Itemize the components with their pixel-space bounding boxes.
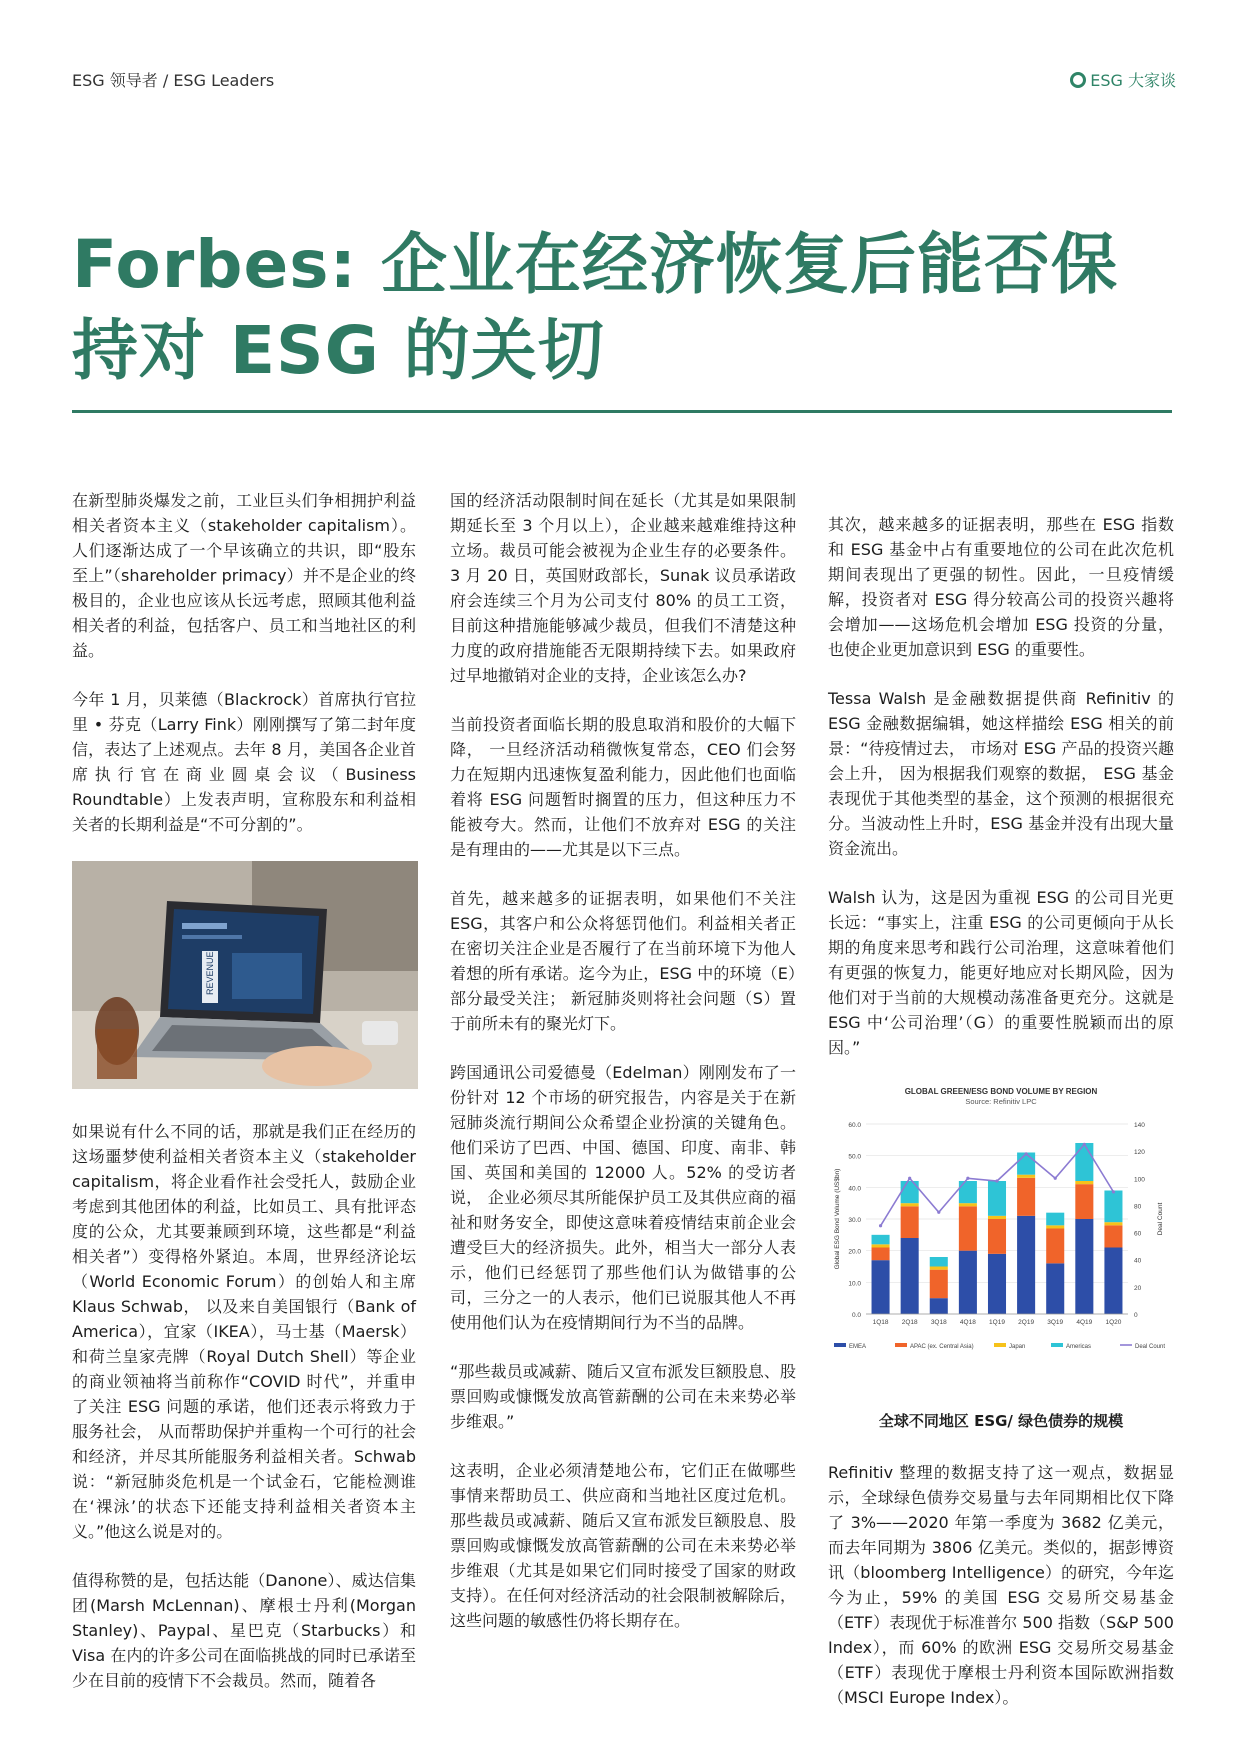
paragraph: 其次，越来越多的证据表明，那些在 ESG 指数和 ESG 基金中占有重要地位的公司在此次危机期间表现出了更强的韧性。因此，一旦疫情缓解，投资者对 ESG 得分较高公司的投资兴趣将会增加——这场危机会增加 ESG 投资的分量，也使企业更加意识到 ESG 的重要性。 — [828, 515, 1174, 659]
bar-segment — [1017, 1178, 1035, 1216]
x-tick-label: 3Q18 — [930, 1319, 947, 1326]
x-tick-label: 2Q18 — [901, 1319, 918, 1326]
bar-segment — [1017, 1153, 1035, 1175]
legend-swatch — [1051, 1343, 1063, 1347]
y2-tick-label: 40 — [1134, 1257, 1142, 1265]
bar-segment — [1017, 1175, 1035, 1178]
bar-segment — [872, 1260, 890, 1314]
deal-count-point — [908, 1177, 911, 1180]
column-1 — [72, 488, 416, 1717]
bar-segment — [1104, 1225, 1122, 1247]
y2-tick-label: 100 — [1134, 1176, 1145, 1184]
article-title: Forbes: 企业在经济恢复后能否保持对 ESG 的关切 — [72, 226, 1118, 389]
deal-count-point — [1025, 1152, 1028, 1155]
legend-label: APAC (ex. Central Asia) — [910, 1344, 974, 1350]
legend-label: Americas — [1066, 1344, 1092, 1350]
chart-svg — [828, 1084, 1174, 1384]
legend-swatch — [994, 1343, 1006, 1347]
deal-count-point — [995, 1179, 998, 1182]
paragraph: 在新型肺炎爆发之前，工业巨头们争相拥护利益相关者资本主义（stakeholder capitalism）。人们逐渐达成了一个早该确立的共识，即“股东至上”（shareholder primacy）并不是企业的终极目的，企业也应该从长远考虑，照顾其他利益相关者的利益，包括客户、员工和当地社区的利益。 — [72, 491, 416, 660]
bar-segment — [1046, 1263, 1064, 1314]
bar-segment — [1075, 1184, 1093, 1219]
bar-segment — [872, 1248, 890, 1261]
bar-segment — [930, 1298, 948, 1314]
x-tick-label: 4Q19 — [1076, 1319, 1093, 1326]
x-tick-label: 3Q19 — [1047, 1319, 1064, 1326]
y2-axis-label: Deal Count — [1157, 1202, 1164, 1236]
figure-caption: 全球不同地区 ESG/ 绿色债券的规模 — [878, 1412, 1124, 1430]
screen-revenue-text: REVENUE — [205, 951, 215, 995]
bar-segment — [1017, 1216, 1035, 1314]
column-2 — [450, 488, 796, 1657]
x-tick-label: 1Q18 — [872, 1319, 889, 1326]
section-label: ESG 领导者 / ESG Leaders — [72, 71, 275, 90]
y-tick-label: 60.0 — [848, 1122, 861, 1129]
bar-segment — [988, 1254, 1006, 1314]
y2-tick-label: 60 — [1134, 1230, 1142, 1238]
x-tick-label: 4Q18 — [959, 1319, 976, 1326]
paragraph: Refinitiv 整理的数据支持了这一观点，数据显示，全球绿色债券交易量与去年同期相比仅下降了 3%——2020 年第一季度为 3682 亿美元，而去年同期为 3806 亿美元。类似的，据彭博资讯（bloomberg Intelligence）的研究，今年迄今为止，59% 的美国 ESG 交易所交易基金（ETF）表现优于标准普尔 500 指数（S&P 500 Index），而 60% 的欧洲 ESG 交易所交易基金（ETF）表现优于摩根士丹利资本国际欧洲指数（MSCI Europe Index）。 — [828, 1463, 1174, 1707]
y-tick-label: 20.0 — [848, 1248, 861, 1256]
bar-segment — [901, 1181, 919, 1203]
bar-segment — [988, 1216, 1006, 1219]
bond-volume-chart — [828, 1084, 1174, 1391]
paragraph: Walsh 认为，这是因为重视 ESG 的公司目光更长远：“事实上，注重 ESG 的公司更倾向于从长期的角度来思考和践行公司治理，这意味着他们有更强的恢复力，能更好地应对长期风险，因为他们对于当前的大规模动荡准备更充分。这就是 ESG 中‘公司治理’（G）的重要性脱颖而出的原因。” — [828, 888, 1174, 1057]
bar-segment — [959, 1203, 977, 1206]
bar-segment — [988, 1219, 1006, 1254]
paragraph: 国的经济活动限制时间在延长（尤其是如果限制期延长至 3 个月以上），企业越来越难维持这种立场。裁员可能会被视为企业生存的必要条件。3 月 20 日，英国财政部长，Sunak 议员承诺政府会连续三个月为公司支付 80% 的员工工资， 目前这种措施能够减少裁员，但我们不清楚这种力度的政府措施能否无限期持续下去。如果政府过早地撤销对企业的支持，企业该怎么办? — [450, 491, 796, 685]
bar-segment — [901, 1238, 919, 1314]
paragraph: 今年 1 月，贝莱德（Blackrock）首席执行官拉里 • 芬克（Larry Fink）刚刚撰写了第二封年度信，表达了上述观点。去年 8 月，美国各企业首席执行官在商业圆桌会议（Business Roundtable）上发表声明，宣称股东和利益相关者的长期利益是“不可分割的”。 — [72, 690, 416, 834]
brand-label — [1070, 68, 1176, 91]
bar-segment — [1075, 1219, 1093, 1314]
bar-segment — [872, 1244, 890, 1247]
bar-segment — [930, 1267, 948, 1270]
legend-swatch — [834, 1343, 846, 1347]
bar-segment — [872, 1235, 890, 1245]
y2-tick-label: 20 — [1134, 1284, 1142, 1292]
bar-segment — [988, 1181, 1006, 1216]
bar-segment — [1104, 1248, 1122, 1315]
x-tick-label: 1Q19 — [989, 1319, 1005, 1326]
bar-segment — [1075, 1181, 1093, 1184]
deal-count-point — [1054, 1177, 1057, 1180]
bar-segment — [959, 1181, 977, 1203]
paragraph: 如果说有什么不同的话，那就是我们正在经历的这场噩梦使利益相关者资本主义（stakeholder capitalism，将企业看作社会受托人，鼓励企业考虑到其他团体的利益，比如员工、具有批评态度的公众，尤其要兼顾到环境，这些都是“利益相关者”）变得格外紧迫。本周，世界经济论坛（World Economic Forum）的创始人和主席 Klaus Schwab， 以及来自美国银行（Bank of America），宜家（IKEA），马士基（Maersk）和荷兰皇家壳牌（Royal Dutch Shell）等企业的商业领袖将当前称作“COVID 时代”，并重申了关注 ESG 问题的承诺，他们还表示将致力于服务社会， 从而帮助保护并重构一个可行的社会和经济，并尽其所能服务利益相关者。Schwab 说：“新冠肺炎危机是一个试金石，它能检测谁在‘裸泳’的状态下还能支持利益相关者资本主义。”他这么说是对的。 — [72, 1122, 416, 1541]
y2-tick-label: 140 — [1134, 1122, 1145, 1129]
bar-segment — [1075, 1143, 1093, 1181]
chart-title: GLOBAL GREEN/ESG BOND VOLUME BY REGION — [904, 1087, 1098, 1096]
y-tick-label: 10.0 — [848, 1280, 861, 1288]
bar-segment — [930, 1270, 948, 1299]
y-tick-label: 50.0 — [848, 1153, 861, 1161]
deal-count-point — [1083, 1143, 1086, 1146]
y-tick-label: 0.0 — [851, 1312, 861, 1319]
legend-label: Deal Count — [1135, 1344, 1166, 1350]
deal-count-point — [879, 1224, 882, 1227]
deal-count-point — [1112, 1190, 1115, 1193]
bar-segment — [901, 1203, 919, 1206]
y-tick-label: 30.0 — [848, 1217, 861, 1224]
paragraph: 首先，越来越多的证据表明，如果他们不关注 ESG，其客户和公众将惩罚他们。利益相关者正在密切关注企业是否履行了在当前环境下为他人着想的所有承诺。迄今为止，ESG 中的环境（E）部分最受关注； 新冠肺炎则将社会问题（S）置于前所未有的聚光灯下。 — [450, 889, 796, 1033]
bar-segment — [1046, 1229, 1064, 1264]
bar-segment — [959, 1206, 977, 1250]
x-tick-label: 2Q19 — [1018, 1319, 1035, 1326]
brand-text: ESG 大家谈 — [1090, 71, 1176, 90]
laptop-illustration — [72, 861, 418, 1089]
deal-count-point — [966, 1177, 969, 1180]
bar-segment — [1104, 1191, 1122, 1223]
x-tick-label: 1Q20 — [1105, 1319, 1122, 1326]
legend-swatch — [895, 1343, 907, 1347]
paragraph: 这表明，企业必须清楚地公布，它们正在做哪些事情来帮助员工、供应商和当地社区度过危机。那些裁员或减薪、随后又宣布派发巨额股息、股票回购或慷慨发放高管薪酬的公司在未来势必举步维艰（尤其是如果它们同时接受了国家的财政支持）。在任何对经济活动的社会限制被解除后，这些问题的敏感性仍将长期存在。 — [450, 1461, 796, 1630]
bar-segment — [1046, 1225, 1064, 1228]
deal-count-point — [937, 1211, 940, 1214]
bar-segment — [959, 1251, 977, 1314]
circle-logo-icon — [1070, 72, 1086, 88]
title-divider — [72, 410, 1172, 413]
bar-segment — [930, 1257, 948, 1267]
column-3 — [828, 512, 1174, 1734]
y2-tick-label: 120 — [1134, 1149, 1145, 1157]
bar-segment — [901, 1206, 919, 1238]
legend-label: EMEA — [849, 1344, 867, 1350]
paragraph: 跨国通讯公司爱德曼（Edelman）刚刚发布了一份针对 12 个市场的研究报告，内容是关于在新冠肺炎流行期间公众希望企业扮演的关键角色。他们采访了巴西、中国、德国、印度、南非、韩国、英国和美国的 12000 人。52% 的受访者说， 企业必须尽其所能保护员工及其供应商的福祉和财务安全，即使这意味着疫情结束前企业会遭受巨大的经济损失。此外，相当大一部分人表示，他们已经惩罚了那些他们认为做错事的公司，三分之一的人表示，他们已说服其他人不再使用他们认为在疫情期间行为不当的品牌。 — [450, 1063, 796, 1332]
bar-segment — [1104, 1222, 1122, 1225]
y-axis-label: Global ESG Bond Volume (US$bn) — [834, 1168, 841, 1270]
pull-quote: “那些裁员或减薪、随后又宣布派发巨额股息、股票回购或慷慨发放高管薪酬的公司在未来势必举步维艰。” — [450, 1362, 796, 1431]
paragraph: Tessa Walsh 是金融数据提供商 Refinitiv 的 ESG 金融数据编辑，她这样描绘 ESG 相关的前景：“待疫情过去， 市场对 ESG 产品的投资兴趣会上升， 因为根据我们观察的数据， ESG 基金表现优于其他类型的基金，这个预测的根据很充分。当波动性上升时，ESG 基金并没有出现大量资金流出。 — [828, 689, 1174, 858]
paragraph: 值得称赞的是，包括达能（Danone）、威达信集团(Marsh McLennan)、摩根士丹利(Morgan Stanley)、Paypal、星巴克（Starbucks）和 Visa 在内的许多公司在面临挑战的同时已承诺至少在目前的疫情下不会裁员。然而，随着各 — [72, 1571, 416, 1690]
laptop-photo — [72, 861, 418, 1089]
chart-subtitle: Source: Refinitiv LPC — [965, 1097, 1037, 1106]
y-tick-label: 40.0 — [848, 1185, 861, 1193]
y2-tick-label: 0 — [1134, 1312, 1138, 1319]
y2-tick-label: 80 — [1134, 1203, 1142, 1211]
legend-label: Japan — [1009, 1344, 1026, 1350]
bar-segment — [1046, 1213, 1064, 1226]
paragraph: 当前投资者面临长期的股息取消和股价的大幅下降， 一旦经济活动稍微恢复常态，CEO 们会努力在短期内迅速恢复盈利能力，因此他们也面临着将 ESG 问题暂时搁置的压力，但这种压力不能被夸大。然而，让他们不放弃对 ESG 的关注是有理由的——尤其是以下三点。 — [450, 715, 796, 859]
